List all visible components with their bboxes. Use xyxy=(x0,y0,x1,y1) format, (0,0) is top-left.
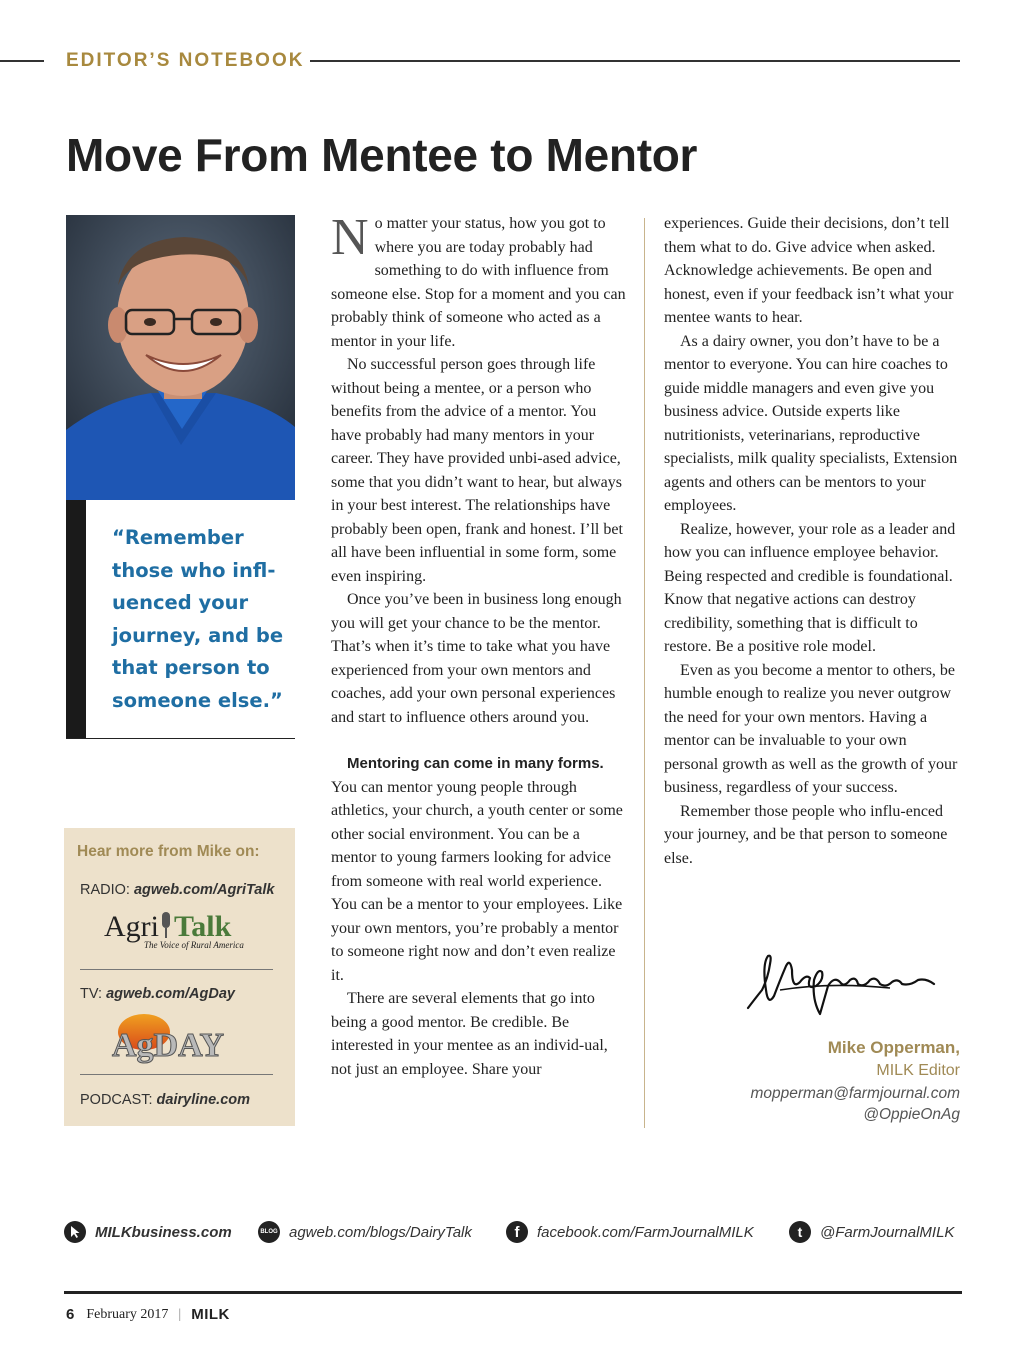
radio-link[interactable]: agweb.com/AgriTalk xyxy=(133,882,275,898)
cursor-icon xyxy=(64,1221,86,1243)
footer-link-text: facebook.com/FarmJournalMILK xyxy=(537,1223,754,1241)
article-subhead: Mentoring can come in many forms. xyxy=(347,755,604,772)
svg-text:AgDAY: AgDAY xyxy=(112,1027,225,1064)
footer-link-facebook[interactable] xyxy=(506,1220,754,1244)
author-email[interactable]: mopperman@farmjournal.com xyxy=(750,1085,960,1102)
pull-quote-text: “Remember those who infl-uenced your journey, and be that person to someone else.” xyxy=(112,526,284,712)
twitter-icon: t xyxy=(789,1221,811,1243)
footer-link-text: agweb.com/blogs/DairyTalk xyxy=(289,1223,472,1241)
facebook-icon: f xyxy=(506,1221,528,1243)
tv-source xyxy=(80,986,235,1002)
article-paragraph: No successful person goes through life without being a mentee, or a person who benefits from the advice of a mentor. You have probably had many mentors in your career. They have provided unbi-ased advice, some that you didn’t want to hear, but always in your best interest. The relationships have probably been open, frank and honest. I’ll bet all have been influential in some form, some even inspiring. xyxy=(331,356,623,585)
folio-separator: | xyxy=(178,1306,182,1322)
folio xyxy=(66,1306,230,1323)
header-rule-left xyxy=(0,60,44,62)
author-signature xyxy=(740,930,940,1020)
svg-text:Talk: Talk xyxy=(174,910,232,943)
header-rule-right xyxy=(310,60,960,62)
media-sidebar xyxy=(64,828,295,1126)
footer-link-text: @FarmJournalMILK xyxy=(820,1223,955,1241)
issue-date: February 2017 xyxy=(86,1306,169,1322)
author-portrait-illustration xyxy=(66,215,295,500)
agritalk-logo xyxy=(104,906,264,950)
author-name: Mike Opperman, xyxy=(827,1038,960,1057)
article-column-2 xyxy=(664,212,962,870)
pull-quote xyxy=(66,500,295,739)
article-paragraph: No matter your status, how you got to where you are today probably had something to do with influence from someone else. Stop for a moment and you can probably think of someone who acted as a mentor in your life. xyxy=(331,209,626,350)
svg-text:Agri: Agri xyxy=(104,910,159,943)
section-label: EDITOR’S NOTEBOOK xyxy=(66,50,305,71)
article-column-1 xyxy=(331,209,627,1081)
author-handle[interactable]: @OppieOnAg xyxy=(863,1106,960,1123)
page-number: 6 xyxy=(66,1306,75,1323)
footer-rule xyxy=(64,1291,962,1294)
tv-link[interactable]: agweb.com/AgDay xyxy=(106,986,235,1002)
article-paragraph: Realize, however, your role as a leader and how you can influence employee behavior. Being respected and credible is foundational. Know that negative actions can destroy credibility, something that is difficult to restore. Be a positive role model. xyxy=(664,520,956,655)
drop-cap: N xyxy=(331,209,369,266)
podcast-link[interactable]: dairyline.com xyxy=(156,1092,251,1108)
podcast-source xyxy=(80,1092,250,1108)
column-divider xyxy=(644,218,645,1128)
tv-label: TV: xyxy=(80,986,103,1002)
agday-logo xyxy=(108,1010,238,1066)
author-photo xyxy=(66,215,295,500)
footer-link-twitter[interactable] xyxy=(789,1220,954,1244)
magazine-name: MILK xyxy=(191,1306,230,1323)
article-paragraph: You can mentor young people through athletics, your church, a youth center or some other social environment. You can be a mentor to young farmers looking for advice from someone with real world experience. You can be a mentor to your employees. Like your own mentors, you’re probably a mentor to someone right now and don’t even realize it. xyxy=(331,778,623,984)
agritalk-tagline: The Voice of Rural America xyxy=(144,940,244,950)
article-paragraph: Even as you become a mentor to others, be humble enough to realize you never outgrow the need for your own mentors. Having a mentor can be invaluable to your own personal growth as well as the growth of your business, regardless of your success. xyxy=(664,661,958,796)
article-paragraph: experiences. Guide their decisions, don’t tell them what to do. Give advice when asked. Acknowledge achievements. Be open and honest, even if your feedback isn’t what your mentee wants to hear. xyxy=(664,215,954,326)
headline: Move From Mentee to Mentor xyxy=(66,129,698,181)
blog-icon: BLOG xyxy=(258,1221,280,1243)
radio-label: RADIO: xyxy=(80,882,130,898)
pull-quote-bar xyxy=(66,500,86,738)
sidebar-divider xyxy=(80,1074,273,1075)
podcast-label: PODCAST: xyxy=(80,1092,153,1108)
footer-link-blog[interactable] xyxy=(258,1220,472,1244)
footer-link-text: MILKbusiness.com xyxy=(95,1223,232,1241)
radio-source xyxy=(80,882,274,898)
author-title: MILK Editor xyxy=(876,1062,960,1079)
sidebar-title: Hear more from Mike on: xyxy=(77,843,260,860)
footer-link-website[interactable] xyxy=(64,1220,232,1244)
article-paragraph: As a dairy owner, you don’t have to be a mentor to everyone. You can hire coaches to guide middle managers and even give you business advice. Outside experts like nutritionists, veterinarians, reproductive specialists, milk quality specialists, Extension agents and others can be mentors to your employees. xyxy=(664,332,958,514)
article-paragraph: Remember those people who influ-enced your journey, and be that person to someone else. xyxy=(664,802,948,867)
sidebar-divider xyxy=(80,969,273,970)
article-paragraph: Once you’ve been in business long enough you will get your chance to be the mentor. That’s when it’s time to take what you have experienced from your own mentors and coaches, add your own personal experiences and start to influence others around you. xyxy=(331,591,622,726)
article-paragraph: There are several elements that go into being a good mentor. Be credible. Be interested in your mentee as an individ-ual, not just an employee. Share your xyxy=(331,990,608,1078)
